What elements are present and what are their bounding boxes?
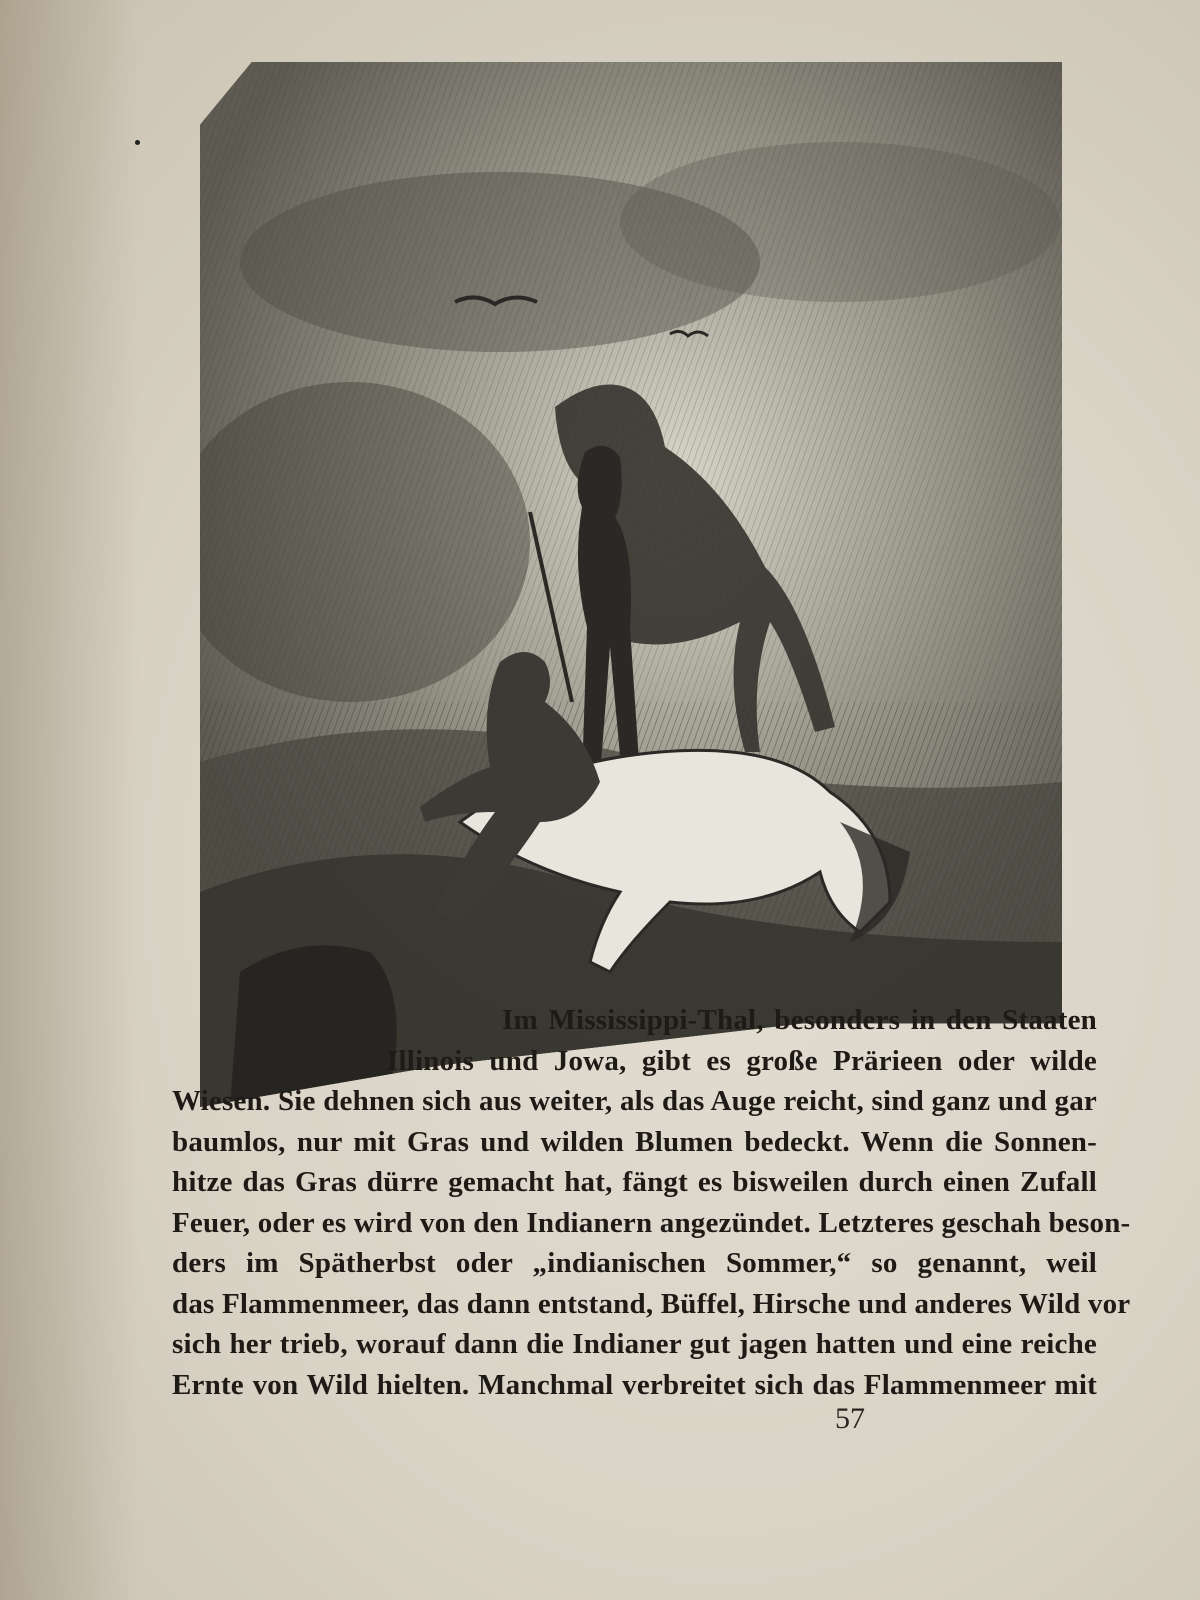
page-number: 57 [835,1402,865,1435]
ink-spot [135,140,140,145]
text-line: das Flammenmeer, das dann entstand, Büffel, Hirsche und anderes Wild vor [172,1287,1131,1320]
text-line: baumlos, nur mit Gras und wilden Blumen bedeckt. Wenn die Sonnen- [172,1125,1097,1158]
gutter-shadow [0,0,140,1600]
text-line: Feuer, oder es wird von den Indianern angezündet. Letzteres geschah beson- [172,1206,1131,1239]
text-line: sich her trieb, worauf dann die Indianer gut jagen hatten und eine reiche [172,1328,1097,1360]
text-line: ders im Spätherbst oder „indianischen Sommer,“ so genannt, weil [172,1247,1097,1279]
text-line: Wiesen. Sie dehnen sich aus weiter, als das Auge reicht, sind ganz und gar [172,1085,1097,1117]
body-text [172,1000,1131,1405]
text-line: Ernte von Wild hielten. Manchmal verbreitet sich das Flammenmeer mit [172,1368,1097,1401]
text-line: Illinois und Jowa, gibt es große Prärieen oder wilde [387,1044,1097,1077]
engraving-illustration [200,62,1062,1107]
text-line: hitze das Gras dürre gemacht hat, fängt es bisweilen durch einen Zufall [172,1166,1097,1198]
text-line: Im Mississippi-Thal, besonders in den Staaten [502,1004,1097,1036]
engraving-svg [200,62,1062,1107]
